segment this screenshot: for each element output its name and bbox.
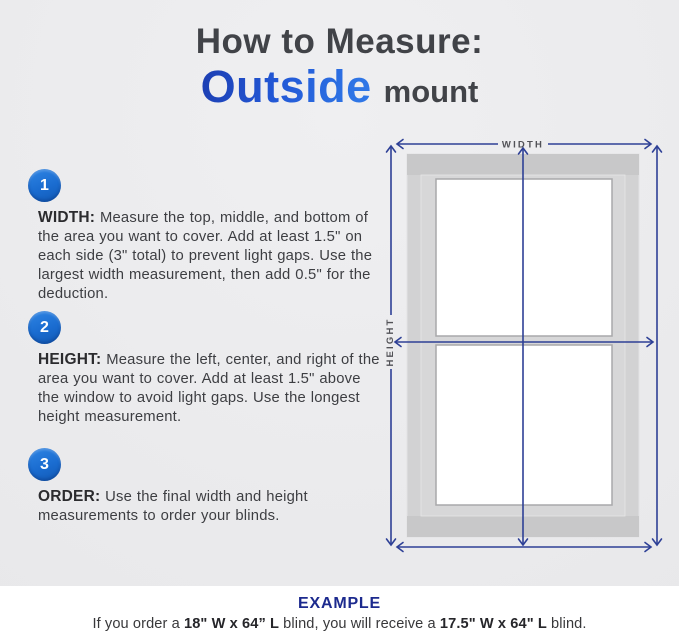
step-3-label: ORDER: <box>38 488 101 505</box>
example-received-size: 17.5" W x 64" L <box>439 616 547 632</box>
width-dimension-label: WIDTH <box>501 139 545 151</box>
step-2-number: 2 <box>40 318 49 336</box>
height-dimension-label: HEIGHT <box>385 317 396 367</box>
step-2-label: HEIGHT: <box>38 351 102 368</box>
window-diagram-svg <box>380 132 672 582</box>
step-1-label: WIDTH: <box>38 209 96 226</box>
step-2-text <box>38 350 380 427</box>
step-3-body: Use the final width and height measurements to order your blinds. <box>38 489 308 524</box>
step-2 <box>28 311 380 427</box>
step-1 <box>28 169 380 304</box>
step-1-text <box>38 208 380 304</box>
example-sentence <box>0 616 679 632</box>
title-suffix: mount <box>383 73 479 109</box>
title-line1: How to Measure: <box>195 22 484 61</box>
step-3-text <box>38 487 380 526</box>
title-highlight: Outside <box>200 60 372 112</box>
step-1-number-badge <box>28 169 61 202</box>
window-pane-bottom <box>436 345 612 505</box>
example-ordered-size: 18" W x 64” L <box>184 616 280 632</box>
window-measure-diagram <box>380 132 672 582</box>
example-footer <box>0 586 679 644</box>
step-1-number: 1 <box>40 176 49 194</box>
page-title <box>0 24 679 110</box>
step-3 <box>28 448 380 526</box>
window-pane-top <box>436 179 612 336</box>
example-run-5: blind. <box>546 616 587 632</box>
step-1-body: Measure the top, middle, and bottom of the area you want to cover. Add at least 1.5" on each side (3" total) to prevent light gaps. Use the largest width measurement, then add 0.5" for the deduction. <box>38 210 373 302</box>
step-2-body: Measure the left, center, and right of the area you want to cover. Add at least 1.5" above the window to avoid light gaps. Use the longest height measurement. <box>38 352 380 425</box>
example-run-1: If you order a <box>92 616 184 632</box>
title-line2 <box>0 60 679 112</box>
example-run-3: blind, you will receive a <box>279 616 440 632</box>
step-3-number-badge <box>28 448 61 481</box>
step-3-number: 3 <box>40 455 49 473</box>
step-2-number-badge <box>28 311 61 344</box>
example-heading: EXAMPLE <box>298 595 381 612</box>
